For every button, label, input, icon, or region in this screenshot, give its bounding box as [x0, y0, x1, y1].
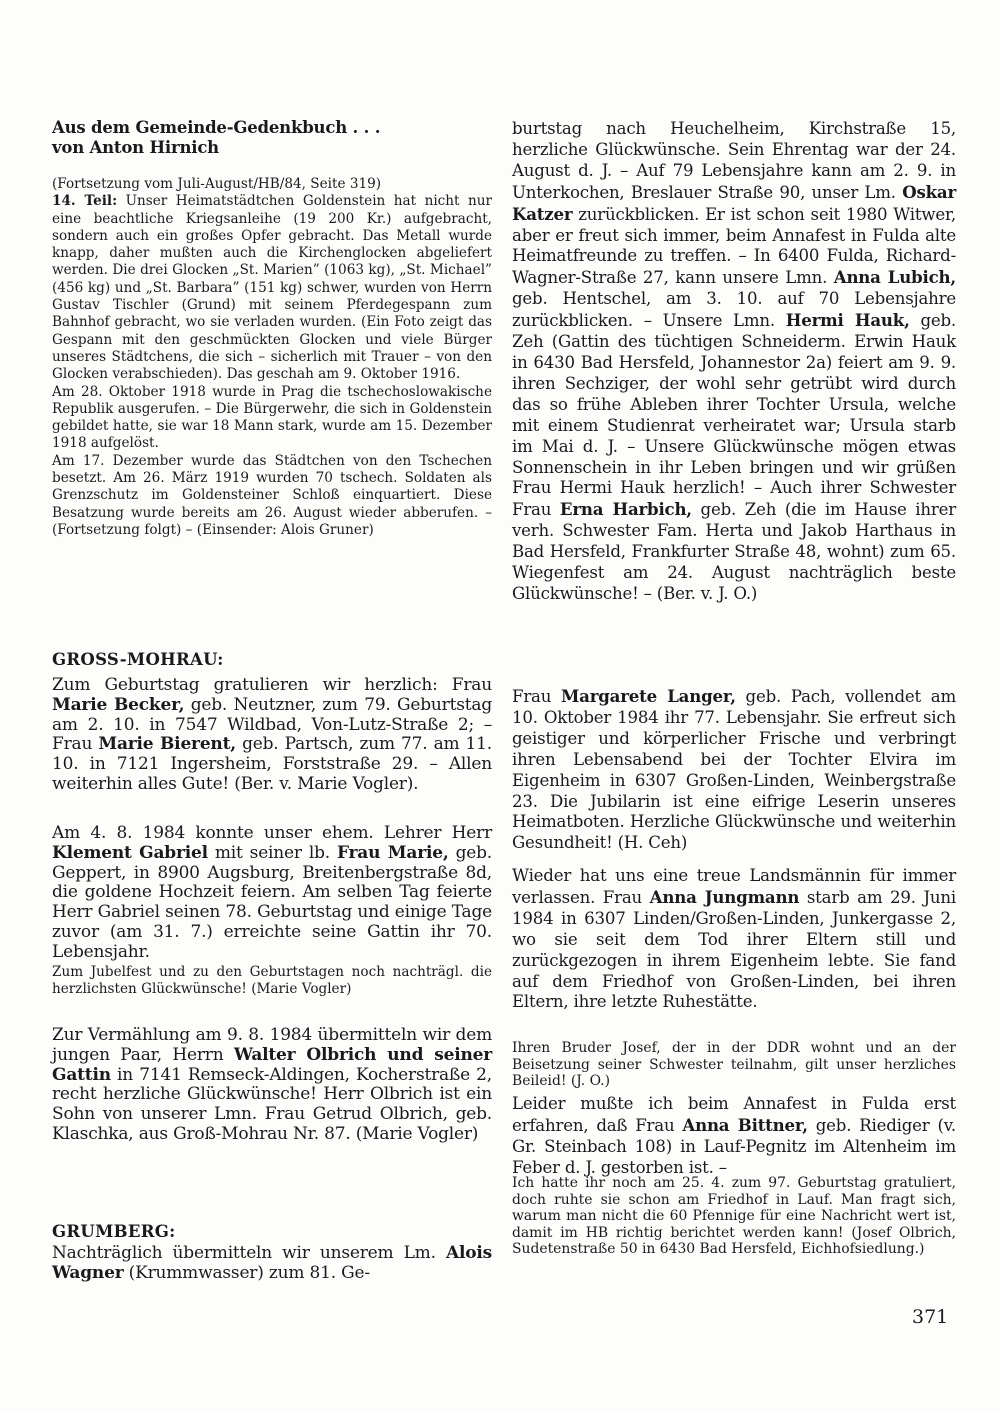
paragraph [52, 453, 492, 539]
text-block [512, 1040, 956, 1090]
text-block [52, 824, 492, 963]
text-run: geb. Hentschel, am 3. 10. auf 70 Lebensjahre zurückblicken. – Unsere Lmn. [512, 289, 956, 331]
text-run: GRUMBERG: [52, 1222, 176, 1241]
text-block [52, 964, 492, 999]
text-run: GROSS-MOHRAU: [52, 650, 224, 669]
paragraph [512, 119, 956, 605]
text-run: starb am 29. Juni 1984 in 6307 Linden/Großen-Linden, Junkergasse 2, wo sie seit dem Tod ihrer Eltern still und zurückgezogen in ihrem Eigenheim lebte. Sie fand auf dem Friedhof von Großen-Linden, bei ihren Eltern, ihre letzte Ruhestätte. [512, 887, 956, 1012]
text-run: (Krummwasser) zum 81. Ge- [123, 1262, 370, 1283]
bold-name: Oskar Katzer [512, 181, 956, 224]
bold-name: Margarete Langer, [561, 686, 736, 706]
paragraph [512, 1175, 956, 1258]
bold-name: Klement Gabriel [52, 842, 208, 863]
text-block [52, 176, 492, 539]
text-run: Unser Heimatstädtchen Goldenstein hat nicht nur eine beachtliche Kriegsanleihe (19 200 Kr.) aufgebracht, sondern auch ein großes Opfer gebracht. Das Metall wurde knapp, daher mußten auch die Kirchenglocken abgeliefert werden. Die drei Glocken „St. Marien” (1063 kg), „St. Michael” (456 kg) und „St. Barbara” (151 kg) schwer, wurden von Herrn Gustav Tischler (Grund) mit seinem Pferdegespann zum Bahnhof gebracht, wo sie verladen wurden. (Ein Foto zeigt das Gespann mit den geschmückten Glocken und viele Bürger unseres Städtchens, die sich – sicherlich mit Trauer – von den Glocken verabschieden). Das geschah am 9. Oktober 1916. [52, 193, 492, 383]
text-run: Am 17. Dezember wurde das Städtchen von den Tschechen besetzt. Am 26. März 1919 wurden 70 tschech. Soldaten als Grenzschutz im Goldensteiner Schloß einquartiert. Diese Besatzung wurde bereits am 26. August wieder abberufen. – (Fortsetzung folgt) – (Einsender: Alois Gruner) [52, 452, 492, 538]
text-block [512, 866, 956, 1013]
article-heading [52, 118, 492, 158]
text-run: geb. Pach, vollendet am 10. Oktober 1984 ihr 77. Lebensjahr. Sie erfreut sich geistiger und körperlicher Frische und verbringt ihren Lebensabend bei der Tochter Elvira im Eigenheim in 6307 Großen-Linden, Weinbergstraße 23. Die Jubilarin ist eine eifrige Leserin unseres Heimatboten. Herzliche Glückwünsche und weiterhin Gesundheit! (H. Ceh) [512, 687, 956, 853]
article-author: von Anton Hirnich [52, 138, 219, 157]
bold-name: Frau Marie, [336, 842, 449, 863]
text-run: Zur Vermählung am 9. 8. 1984 übermitteln wir dem jungen Paar, Herrn [52, 1025, 492, 1065]
text-run: Zum Jubelfest und zu den Geburtstagen noch nachträgl. die herzlichsten Glückwünsche! (Marie Vogler) [52, 964, 492, 998]
page-number: 371 [912, 1306, 949, 1328]
bold-name: Marie Becker, [52, 694, 185, 715]
text-run: burtstag nach Heuchelheim, Kirchstraße 15, herzliche Glückwünsche. Sein Ehrentag war der 24. August d. J. – Auf 79 Lebensjahre kann am 2. 9. in Unterkochen, Breslauer Straße 90, unser Lm. [512, 119, 956, 202]
bold-name: Anna Jungmann [649, 886, 800, 907]
bold-name: Anna Bittner, [682, 1114, 808, 1135]
section-heading [52, 1222, 492, 1242]
paragraph [52, 676, 492, 795]
paragraph [52, 824, 492, 963]
text-block [512, 119, 956, 605]
paragraph [512, 1040, 956, 1090]
text-run: Frau [512, 687, 561, 706]
bold-name: Marie Bierent, [98, 734, 236, 755]
paragraph [52, 384, 492, 453]
paragraph [512, 1094, 956, 1179]
text-block [52, 676, 492, 795]
text-block [52, 1026, 492, 1145]
text-run: mit seiner lb. [207, 842, 337, 863]
paragraph [512, 866, 956, 1013]
bold-name: Erna Harbich, [559, 499, 692, 520]
paragraph [52, 1222, 492, 1242]
text-run: geb. Partsch, zum 77. am 11. 10. in 7121 Ingersheim, Forststraße 29. – Allen weiterhin alles Gute! (Ber. v. Marie Vogler). [52, 734, 492, 794]
text-run: geb. Riediger (v. Gr. Steinbach 108) in Lauf-Pegnitz im Altenheim im Feber d. J. gestorben ist. – [512, 1115, 956, 1177]
text-run: geb. Zeh (die im Hause ihrer verh. Schwester Fam. Herta und Jakob Harthaus in Bad Hersfeld, Frankfurter Straße 48, wohnt) zum 65. Wiegenfest am 24. August nachträglich beste Glückwünsche! – (Ber. v. J. O.) [512, 500, 956, 603]
article-title: Aus dem Gemeinde-Gedenkbuch . . . [52, 118, 381, 137]
section-heading [52, 650, 492, 670]
text-run: zurückblicken. Er ist schon seit 1980 Witwer, aber er freut sich immer, beim Annafest in Fulda alte Heimatfreunde zu treffen. – In 6400 Fulda, Richard-Wagner-Straße 27, kann unsere Lmn. [512, 204, 956, 288]
paragraph [52, 1026, 492, 1145]
text-block [512, 1175, 956, 1258]
text-run: Nachträglich übermitteln wir unserem Lm. [52, 1243, 446, 1263]
text-run: Ich hatte ihr noch am 25. 4. zum 97. Geburtstag gratuliert, doch ruhte sie schon am Friedhof in Lauf. Man fragt sich, warum man nicht die 60 Pfennige für eine Nachricht wert ist, damit im HB richtig berichtet werden kann! (Josef Olbrich, Sudetenstraße 50 in 6430 Bad Hersfeld, Eichhofsiedlung.) [512, 1175, 956, 1258]
bold-name: Walter Olbrich und seiner Gattin [52, 1044, 492, 1085]
paragraph [52, 964, 492, 999]
text-block [512, 686, 956, 854]
bold-name: 14. Teil: [52, 193, 118, 210]
text-run: (Fortsetzung vom Juli-August/HB/84, Seite 319) [52, 176, 382, 192]
text-run: Am 4. 8. 1984 konnte unser ehem. Lehrer Herr [52, 823, 492, 843]
bold-name: Anna Lubich, [833, 267, 956, 288]
text-run: Am 28. Oktober 1918 wurde in Prag die tschechoslowakische Republik ausgerufen. – Die Bürgerwehr, die sich in Goldenstein gebildet hatte, sie war 18 Mann stark, wurde am 15. Dezember 1918 aufgelöst. [52, 383, 492, 452]
text-run: in 7141 Remseck-Aldingen, Kocherstraße 2, recht herzliche Glückwünsche! Herr Olbrich ist ein Sohn von unserer Lmn. Frau Getrud Olbrich, geb. Klaschka, aus Groß-Mohrau Nr. 87. (Marie Vogler) [52, 1064, 492, 1144]
text-run: geb. Geppert, in 8900 Augsburg, Breitenbergstraße 8d, die goldene Hochzeit feiern. Am selben Tag feierte Herr Gabriel seinen 78. Geburtstag und einige Tage zuvor (am 31. 7.) erreichte seine Gattin ihr 70. Lebensjahr. [52, 842, 493, 962]
bold-name: Alois Wagner [52, 1243, 492, 1283]
text-run: geb. Neutzner, zum 79. Geburtstag am 2. 10. in 7547 Wildbad, Von-Lutz-Straße 2; – Frau [52, 694, 493, 755]
paragraph [52, 1244, 492, 1284]
text-block [52, 1244, 492, 1284]
paragraph [52, 176, 492, 193]
paragraph [512, 686, 956, 854]
bold-name: Hermi Hauk, [785, 310, 910, 331]
text-run: Wieder hat uns eine treue Landsmännin für immer verlassen. Frau [512, 866, 956, 907]
text-run: Ihren Bruder Josef, der in der DDR wohnt und an der Beisetzung seiner Schwester teilnahm, gilt unser herzliches Beileid! (J. O.) [512, 1040, 956, 1090]
text-run: geb. Zeh (Gattin des tüchtigen Schneiderm. Erwin Hauk in 6430 Bad Hersfeld, Johannestor 2a) feiert am 9. 9. ihren Sechziger, der wohl sehr getrübt wird durch das so frühe Ableben ihrer Tochter Ursula, welche mit einem Studienrat verheiratet war; Ursula starb im Mai d. J. – Unsere Glückwünsche mögen etwas Sonnenschein in ihr Leben bringen und wir grüßen Frau Hermi Hauk herzlich! – Auch ihrer Schwester Frau [512, 311, 956, 520]
text-run: Leider mußte ich beim Annafest in Fulda erst erfahren, daß Frau [512, 1094, 956, 1135]
text-block [512, 1094, 956, 1179]
paragraph [52, 193, 492, 383]
text-run: Zum Geburtstag gratulieren wir herzlich: Frau [52, 675, 492, 695]
paragraph [52, 650, 492, 670]
